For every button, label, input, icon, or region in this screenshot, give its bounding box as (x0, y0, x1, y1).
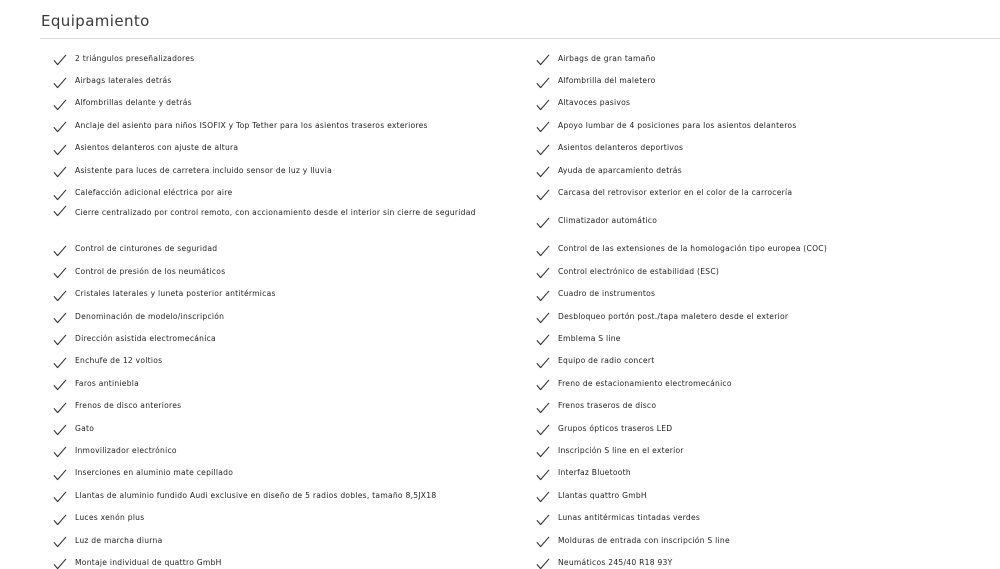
equipment-item-label: Cuadro de instrumentos (558, 289, 656, 299)
checkmark-icon (53, 290, 67, 302)
equipment-item (536, 181, 976, 203)
equipment-item-label: Asistente para luces de carretera incluido sensor de luz y lluvia (75, 165, 332, 175)
equipment-item-label: Enchufe de 12 voltios (75, 356, 163, 366)
equipment-item (536, 439, 976, 461)
checkmark-icon (53, 166, 67, 178)
checkmark-icon (53, 205, 67, 217)
equipment-item (53, 181, 528, 203)
equipment-item (536, 283, 976, 305)
equipment-item (53, 159, 528, 181)
equipment-item (53, 372, 528, 394)
equipment-item-label: Desbloqueo portón post./tapa maletero desde el exterior (558, 311, 789, 321)
checkmark-icon (536, 166, 550, 178)
checkmark-icon (53, 357, 67, 369)
checkmark-icon (536, 245, 550, 257)
checkmark-icon (53, 54, 67, 66)
equipment-item-label: Molduras de entrada con inscripción S line (558, 535, 730, 545)
checkmark-icon (536, 357, 550, 369)
equipment-item-label: Alfombrillas delante y detrás (75, 98, 192, 108)
checkmark-icon (53, 99, 67, 111)
checkmark-icon (536, 77, 550, 89)
equipment-item (536, 204, 976, 238)
checkmark-icon (536, 144, 550, 156)
equipment-item (53, 417, 528, 439)
checkmark-icon (53, 424, 67, 436)
checkmark-icon (536, 290, 550, 302)
equipment-item-label: Inserciones en aluminio mate cepillado (75, 468, 234, 478)
equipment-item (53, 529, 528, 551)
checkmark-icon (536, 121, 550, 133)
equipment-item (53, 350, 528, 372)
equipment-item (536, 484, 976, 506)
equipment-item (536, 506, 976, 528)
checkmark-icon (53, 558, 67, 569)
equipment-item (536, 529, 976, 551)
checkmark-icon (536, 189, 550, 201)
equipment-item-label: Alfombrilla del maletero (558, 76, 656, 86)
equipment-item-label: Airbags laterales detrás (75, 76, 172, 86)
equipment-item-label: Altavoces pasivos (558, 98, 631, 108)
equipment-item-label: Anclaje del asiento para niños ISOFIX y Top Tether para los asientos traseros exteriores (75, 120, 428, 130)
equipment-item (536, 47, 976, 69)
equipment-item-label: Montaje individual de quattro GmbH (75, 557, 222, 567)
checkmark-icon (53, 446, 67, 458)
equipment-item-label: Llantas quattro GmbH (558, 490, 647, 500)
equipment-item-label: 2 triángulos preseñalizadores (75, 53, 195, 63)
equipment-item (536, 238, 976, 260)
equipment-item (53, 327, 528, 349)
equipment-item (53, 462, 528, 484)
checkmark-icon (53, 189, 67, 201)
equipment-item (536, 394, 976, 416)
checkmark-icon (536, 99, 550, 111)
checkmark-icon (536, 558, 550, 569)
section-title: Equipamiento (41, 12, 150, 30)
checkmark-icon (53, 245, 67, 257)
equipment-item (536, 260, 976, 282)
equipment-item (536, 417, 976, 439)
equipment-item-label: Denominación de modelo/inscripción (75, 311, 225, 321)
checkmark-icon (536, 469, 550, 481)
equipment-item (53, 506, 528, 528)
equipment-item-label: Control de cinturones de seguridad (75, 244, 218, 254)
equipment-item-label: Control de presión de los neumáticos (75, 266, 226, 276)
checkmark-icon (53, 402, 67, 414)
equipment-item-label: Cierre centralizado por control remoto, con accionamiento desde el interior sin cierre de seguridad (75, 207, 476, 217)
equipment-item (53, 439, 528, 461)
equipment-item (53, 484, 528, 506)
equipment-item-label: Inmovilizador electrónico (75, 445, 177, 455)
checkmark-icon (53, 469, 67, 481)
checkmark-icon (536, 217, 550, 229)
equipment-item-label: Asientos delanteros con ajuste de altura (75, 143, 239, 153)
equipment-item (536, 137, 976, 159)
checkmark-icon (536, 424, 550, 436)
equipment-item (53, 551, 528, 569)
equipment-item-label: Control electrónico de estabilidad (ESC) (558, 266, 720, 276)
checkmark-icon (53, 334, 67, 346)
equipment-list-right (536, 47, 976, 569)
checkmark-icon (536, 536, 550, 548)
checkmark-icon (53, 514, 67, 526)
title-divider (40, 38, 1000, 39)
equipment-item (53, 305, 528, 327)
equipment-item (536, 551, 976, 569)
equipment-item (53, 283, 528, 305)
equipment-item-label: Frenos de disco anteriores (75, 401, 182, 411)
checkmark-icon (536, 54, 550, 66)
equipment-item (53, 92, 528, 114)
equipment-item-label: Emblema S line (558, 333, 621, 343)
checkmark-icon (536, 402, 550, 414)
equipment-item-label: Interfaz Bluetooth (558, 468, 631, 478)
checkmark-icon (536, 379, 550, 391)
checkmark-icon (53, 77, 67, 89)
equipment-item-label: Carcasa del retrovisor exterior en el color de la carrocería (558, 188, 793, 198)
checkmark-icon (536, 334, 550, 346)
equipment-item-label: Dirección asistida electromecánica (75, 333, 216, 343)
checkmark-icon (53, 491, 67, 503)
checkmark-icon (53, 312, 67, 324)
equipment-item (53, 114, 528, 136)
equipment-item (536, 114, 976, 136)
equipment-item (536, 372, 976, 394)
equipment-item-label: Calefacción adicional eléctrica por aire (75, 188, 233, 198)
equipment-item (53, 47, 528, 69)
equipment-item (536, 327, 976, 349)
checkmark-icon (53, 267, 67, 279)
equipment-item-label: Asientos delanteros deportivos (558, 143, 684, 153)
equipment-item (53, 260, 528, 282)
equipment-item-label: Llantas de aluminio fundido Audi exclusive en diseño de 5 radios dobles, tamaño 8,5JX18 (75, 490, 437, 500)
checkmark-icon (53, 379, 67, 391)
equipment-item (536, 69, 976, 91)
equipment-item (536, 305, 976, 327)
equipment-item-label: Inscripción S line en el exterior (558, 445, 684, 455)
equipment-item-label: Gato (75, 423, 95, 433)
equipment-item (536, 350, 976, 372)
equipment-item-label: Neumáticos 245/40 R18 93Y (558, 557, 673, 567)
equipment-item-label: Luz de marcha diurna (75, 535, 163, 545)
equipment-item-label: Equipo de radio concert (558, 356, 655, 366)
equipment-item (53, 204, 528, 238)
equipment-item (536, 159, 976, 181)
equipment-item (53, 394, 528, 416)
checkmark-icon (536, 491, 550, 503)
checkmark-icon (53, 144, 67, 156)
checkmark-icon (536, 446, 550, 458)
equipment-item-label: Luces xenón plus (75, 513, 145, 523)
equipment-item-label: Airbags de gran tamaño (558, 53, 656, 63)
equipment-item-label: Faros antiniebla (75, 378, 140, 388)
checkmark-icon (53, 536, 67, 548)
equipment-item-label: Control de las extensiones de la homologación tipo europea (COC) (558, 244, 828, 254)
equipment-item-label: Lunas antitérmicas tintadas verdes (558, 513, 701, 523)
equipment-list-left (53, 47, 528, 569)
equipment-item (536, 462, 976, 484)
equipment-item-label: Grupos ópticos traseros LED (558, 423, 673, 433)
equipment-item-label: Apoyo lumbar de 4 posiciones para los asientos delanteros (558, 120, 797, 130)
equipment-item-label: Frenos traseros de disco (558, 401, 657, 411)
checkmark-icon (536, 514, 550, 526)
equipment-item (53, 238, 528, 260)
equipment-item-label: Cristales laterales y luneta posterior antitérmicas (75, 289, 276, 299)
checkmark-icon (536, 312, 550, 324)
checkmark-icon (53, 121, 67, 133)
equipment-item (53, 69, 528, 91)
checkmark-icon (536, 267, 550, 279)
equipment-item-label: Climatizador automático (558, 216, 658, 226)
equipment-item-label: Ayuda de aparcamiento detrás (558, 165, 682, 175)
equipment-item (536, 92, 976, 114)
equipment-item-label: Freno de estacionamiento electromecánico (558, 378, 732, 388)
equipment-item (53, 137, 528, 159)
